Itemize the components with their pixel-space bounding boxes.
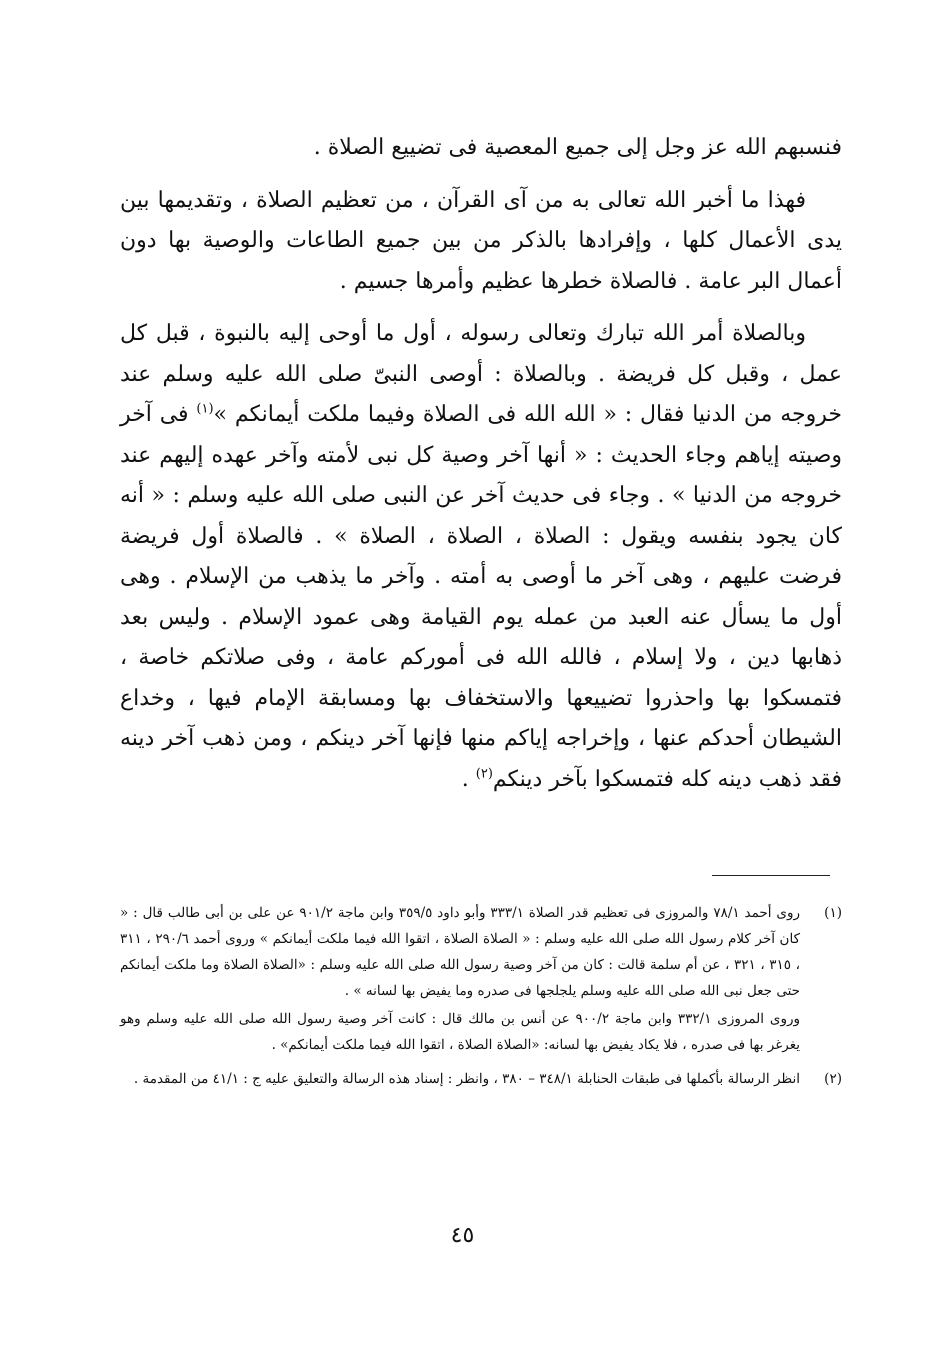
paragraph-2: فهذا ما أخبر الله تعالى به من آى القرآن ، من تعظيم الصلاة ، وتقديمها بين يدى الأعمال كلها ، وإفرادها بالذكر من بين جميع الطاعات والوصية بها دون أعمال البر عامة . فالصلاة خطرها عظيم وأمرها جسيم . <box>120 187 842 294</box>
footnote-number: (٢) <box>824 1071 842 1087</box>
footnote-ref-2[interactable]: (٢) <box>475 766 493 782</box>
footnote-body <box>120 900 800 1060</box>
paragraph-3-part-b: فى آخر وصيته إياهم وجاء الحديث : « أنها آخر وصية كل نبى لأمته وآخر عهده إليهم عند خروجه من الدنيا » . وجاء فى حديث آخر عن النبى صلى الله عليه وسلم : « أنه كان يجود بنفسه ويقول : الصلاة ، الصلاة ، الصلاة » . فالصلاة أول فريضة فرضت عليهم ، وهى آخر ما أوصى به أمته . وآخر ما يذهب من الإسلام . وهى أول ما يسأل عنه العبد من عمله يوم القيامة وهى عمود الإسلام . وليس بعد ذهابها دين ، ولا إسلام ، فالله الله فى أموركم عامة ، وفى صلاتكم خاصة ، فتمسكوا بها واحذروا تضييعها والاستخفاف بها ومسابقة الإمام فيها ، وخداع الشيطان أحدكم عنها ، وإخراجه إياكم منها فإنها آخر دينكم ، ومن ذهب آخر دينه فقد ذهب دينه كله فتمسكوا بآخر دينكم <box>120 402 842 792</box>
footnote-paragraph: انظر الرسالة بأكملها فى طبقات الحنابلة ٣٤٨/١ – ٣٨٠ ، وانظر : إسناد هذه الرسالة والتعليق عليه ج : ٤١/١ من المقدمة . <box>133 1071 800 1087</box>
footnote-paragraph: وروى المروزى ٣٣٢/١ وابن ماجة ٩٠٠/٢ عن أنس بن مالك قال : كانت آخر وصية رسول الله صلى الله عليه وسلم وهو يغرغر بها فى صدره ، فلا يكاد يفيض بها لسانه: «الصلاة الصلاة ، اتقوا الله فيما ملكت أيمانكم» . <box>120 1011 801 1053</box>
footnote-number: (١) <box>824 905 842 921</box>
paragraph-3-part-c: . <box>461 766 476 792</box>
footnote-2 <box>120 1066 842 1094</box>
footnote-ref-1[interactable]: (١) <box>196 401 214 417</box>
paragraph-1: فنسبهم الله عز وجل إلى جميع المعصية فى تضييع الصلاة . <box>313 135 842 160</box>
paragraph-3-part-a: وبالصلاة أمر الله تبارك وتعالى رسوله ، أول ما أوحى إليه بالنبوة ، قبل كل عمل ، وقبل كل فريضة . وبالصلاة : أوصى النبىّ صلى الله عليه وسلم عند خروجه من الدنيا فقال : « الله الله فى الصلاة وفيما ملكت أيمانكم » <box>120 321 842 427</box>
footnote-body <box>120 1066 800 1094</box>
footnotes <box>120 900 842 1100</box>
footnote-1 <box>120 900 842 1060</box>
footnote-paragraph: روى أحمد ٧٨/١ والمروزى فى تعظيم قدر الصلاة ٣٣٣/١ وأبو داود ٣٥٩/٥ وابن ماجة ٩٠١/٢ عن على بن أبى طالب قال : « كان آخر كلام رسول الله صلى الله عليه وسلم : « الصلاة الصلاة ، اتقوا الله فيما ملكت أيمانكم » وروى أحمد ٢٩٠/٦ ، ٣١١ ، ٣١٥ ، ٣٢١ ، عن أم سلمة قالت : كان من آخر وصية رسول الله صلى الله عليه وسلم : «الصلاة الصلاة وما ملكت أيمانكم حتى جعل نبى الله صلى الله عليه وسلم يلجلجها فى صدره وما يفيض بها لسانه » . <box>120 905 800 999</box>
main-text <box>120 128 842 812</box>
paragraph-3 <box>120 314 842 800</box>
footnote-separator <box>712 875 830 876</box>
page-number: ٤٥ <box>450 1223 475 1248</box>
